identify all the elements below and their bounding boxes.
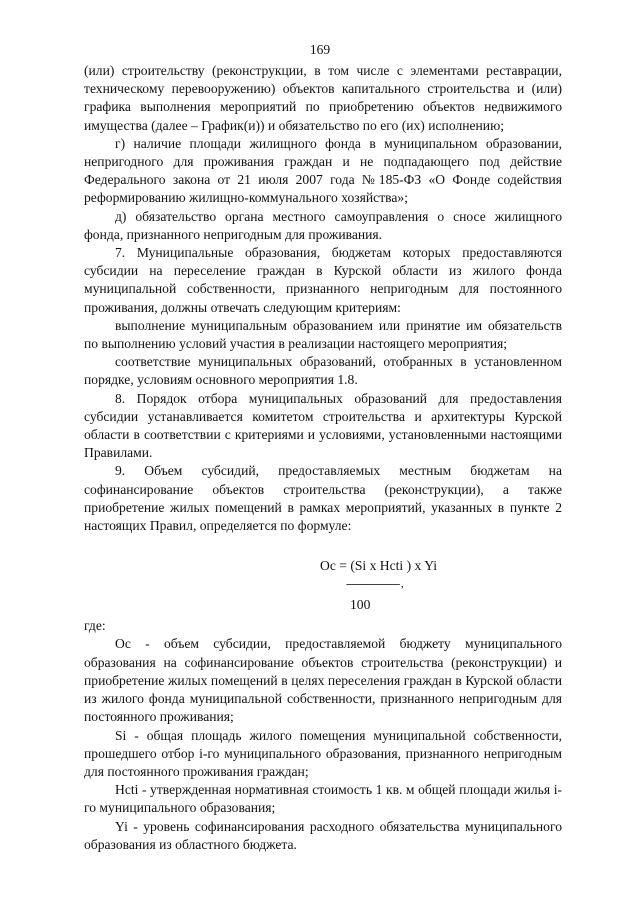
paragraph: г) наличие площади жилищного фонда в муниципальном образовании, непригодного для проживания граждан и не подпадающего под действие Федерального закона от 21 июля 2007 года №185-ФЗ «О Фонде содействия реформированию жилищно-коммунального хозяйства»; [84,135,562,206]
paragraph: выполнение муниципальным образованием или принятие им обязательств по выполнению условий участия в реализации настоящего мероприятия; [84,317,562,352]
paragraphs-bottom [84,635,562,853]
where-label: где: [84,618,106,634]
formula-numerator: Oc = (Si x Hcti ) x Yi [320,558,438,574]
paragraphs-top [84,62,562,535]
paragraph: соответствие муниципальных образований, отобранных в установленном порядке, условиям основного мероприятия 1.8. [84,354,562,388]
definition-paragraph: Oc - объем субсидии, предоставляемой бюджету муниципального образования на софинансирование объектов строительства (реконструкции) и приобретение жилых помещений в целях переселения граждан в Курской области из жилого фонда муниципальной собственности, признанного непригодным для постоянного проживания; [84,636,562,725]
definition-paragraph: Si - общая площадь жилого помещения муниципальной собственности, прошедшего отбор i-го муниципального образования, признанного непригодным для постоянного проживания граждан; [84,727,562,779]
paragraph: 8. Порядок отбора муниципальных образований для предоставления субсидии устанавливается комитетом строительства и архитектуры Курской области в соответствии с критериями и условиями, установленными настоящими Правилами. [84,390,562,461]
formula-denominator: 100 [350,597,371,613]
paragraph: 7. Муниципальные образования, бюджетам которых предоставляются субсидии на переселение граждан в Курской области из жилого фонда муниципальной собственности, признанного непригодным для постоянного проживания, должны отвечать следующим критериям: [84,245,562,315]
paragraph: 9. Объем субсидий, предоставляемых местным бюджетам на софинансирование объектов строительства (реконструкции), а также приобретение жилых помещений в рамках мероприятий, указанных в пункте 2 настоящих Правил, определяется по формуле: [84,463,562,534]
formula-fraction-line: -------------------- , [346,578,403,591]
definition-paragraph: Yi - уровень софинансирования расходного обязательства муниципального образования из областного бюджета. [84,818,562,852]
document-body [84,62,562,854]
subsidy-formula [84,557,562,617]
paragraph: (или) строительству (реконструкции, в том числе с элементами реставрации, техническому перевооружению) объектов капитального строительства и (или) графика выполнения мероприятий по приобретению объектов недвижимого имущества (далее – График(и)) и обязательство по его (их) исполнению; [84,63,562,133]
definition-paragraph: Hcti - утвержденная нормативная стоимость 1 кв. м общей площади жилья i-го муниципального образования; [84,782,562,816]
paragraph: д) обязательство органа местного самоуправления о сносе жилищного фонда, признанного непригодным для проживания. [84,208,562,242]
page-number: 169 [309,42,331,57]
